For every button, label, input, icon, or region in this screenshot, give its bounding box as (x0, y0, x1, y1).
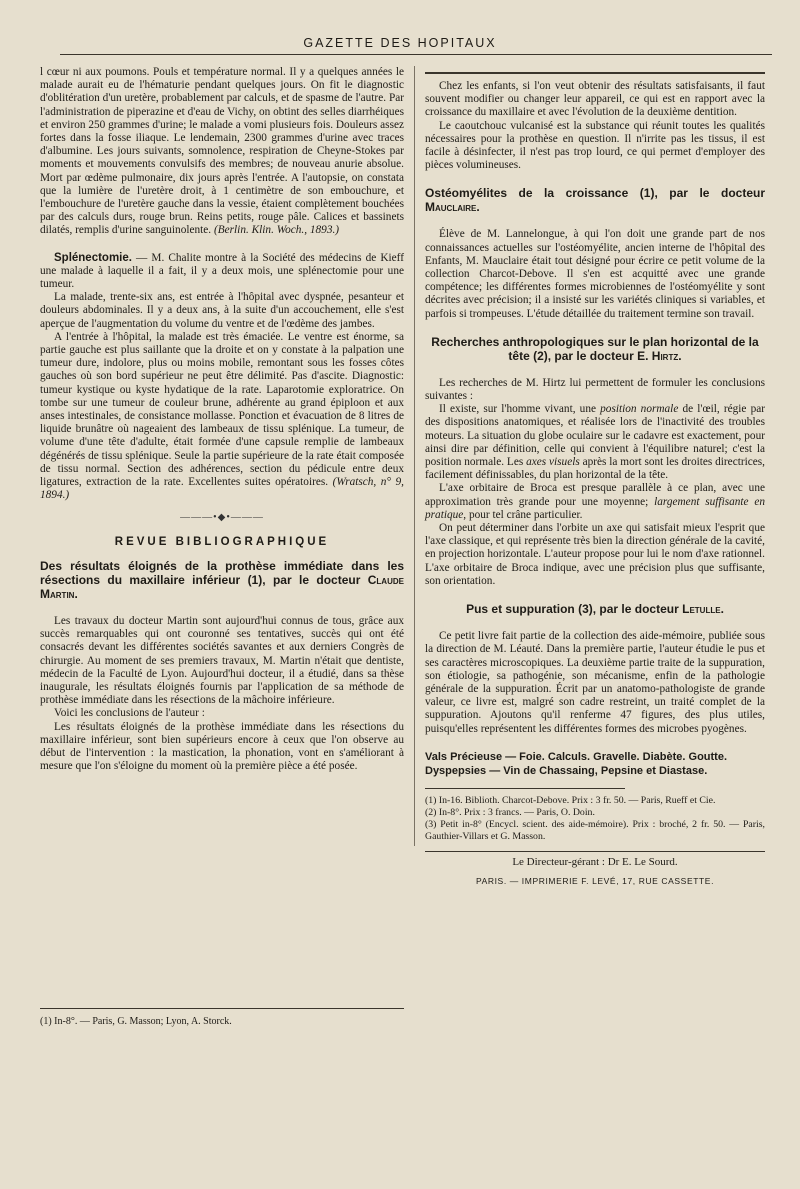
director-line: Le Directeur-gérant : Dr E. Le Sourd. (512, 855, 678, 868)
spacer (425, 172, 765, 186)
paragraph: Les résultats éloignés de la prothèse immédiate dans les résections du maxillaire inférieur, sont bien supérieurs encore à ceux que l'on observe au début de l'intervention : la mastication, la phonation, vont en s'améliorant à mesure que l'on s'éloigne du moment où la première pièce a été posée. (40, 720, 404, 773)
citation: (Berlin. Klin. Woch., 1893.) (213, 224, 340, 237)
printer-imprint: PARIS. — IMPRIMERIE F. LEVÉ, 17, RUE CASSETTE. (475, 875, 715, 886)
article-title (40, 559, 404, 601)
paragraph: Voici les conclusions de l'auteur : (54, 707, 205, 720)
footnote-rule (40, 1008, 404, 1009)
footnote-rule (425, 788, 625, 789)
paragraph: Chez les enfants, si l'on veut obtenir des résultats satisfaisants, il faut souvent modifier ou changer leur appareil, ce qui est en rapport avec la croissance du maxillaire et avec l'évolution de la deuxième dentition. (425, 80, 765, 119)
article-title-text: Pus et suppuration (3), par le docteur (466, 602, 679, 617)
section-title: REVUE BIBLIOGRAPHIQUE (114, 535, 330, 548)
paragraph-text: Il existe, sur l'homme vivant, une (439, 403, 601, 416)
article-author: Letulle. (682, 602, 724, 617)
paragraph: Ce petit livre fait partie de la collection des aide-mémoire, publiée sous la direction de M. Léauté. Dans la première partie, l'auteur étudie le pus et ses caractères microscopiques. La deuxième partie traite de la suppuration, son étiologie, sa pathogénie, son mécanisme, enfin de la pathologie générale de la suppuration. Écrit par un anatomo-pathologiste de grande valeur, ce livre est, malgré son cadre restreint, un traité complet de la suppuration. Ajoutons qu'il renferme 47 figures, des plus utiles, puisqu'elles représentent les différentes formes des microbes pyogènes. (425, 630, 765, 735)
article-title-text: Recherches anthropologiques sur le plan horizontal de la tête (2), par le docteur E. (431, 334, 759, 363)
paragraph: Les travaux du docteur Martin sont aujourd'hui connus de tous, grâce aux succès remarquables qui ont couronné ses tentatives, succès qui ont été consacrés devant les différentes sociétés savantes et aux derniers Congrès de chirurgie. Au moment de ses premiers travaux, M. Martin n'était que dentiste, médecin de la Faculté de Lyon. Aujourd'hui docteur, il a étudié, dans sa thèse inaugurale, les résultats éloignés fournis par l'application de sa méthode de prothèse immédiate dans les résections de la mâchoire inférieure. (40, 614, 404, 707)
paragraph-text: L'axe orbitaire de Broca est presque parallèle à ce plan, avec une approximation très grande pour une moyenne; (425, 482, 765, 508)
paragraph (40, 331, 404, 503)
paragraph (425, 482, 765, 522)
paragraph: Les recherches de M. Hirtz lui permettent de formuler les conclusions suivantes : (425, 376, 765, 403)
footnote: (1) In-8°. — Paris, G. Masson; Lyon, A. Storck. (40, 1016, 232, 1027)
footnote: (1) In-16. Biblioth. Charcot-Debove. Prix : 3 fr. 50. — Paris, Rueff et Cie. (425, 794, 716, 806)
spacer (425, 616, 765, 630)
column-divider (414, 66, 415, 846)
footnote: (3) Petit in-8° (Encycl. scient. des aide-mémoire). Prix : broché, 2 fr. 50. — Paris, Gauthier-Villars et G. Masson. (425, 818, 765, 842)
left-column (40, 66, 404, 773)
emphasis: axes visuels (526, 456, 580, 469)
paragraph-text: A l'entrée à l'hôpital, la malade est très émaciée. Le ventre est énorme, sa partie gauche est plus saillante que la droite et on y constate à la palpation une tumeur dure, indolore, plus ou moins mobile, remontant sous les fosses côtes gauches où son bord supérieur ne peut être délimité. Pas d'ascite. Diagnostic: tumeur kystique ou kyste hydatique de la rate. Laparotomie exploratrice. On tombe sur une tumeur de couleur brune, adhérente au grand épiploon et aux anses intestinales, de consistance mollasse. Ponction et évacuation de 8 litres de liquide brunâtre où nageaient des lambeaux de tissu splénique. La tumeur, de volume d'une tête d'adulte, était formée d'une capsule remplie de lambeaux dégénérés de tissu splénique. Seule la partie supérieure de la rate était composée de tissu normal. Section des adhérences, section du pédicule entre deux ligatures, extraction de la rate. Excellentes suites opératoires. (40, 330, 404, 489)
paragraph-text: , pour tel crâne particulier. (463, 508, 583, 521)
paragraph-text: après la mort sont les droites directrices, facilement définissables, du plan horizontal de la tête. (425, 456, 765, 482)
header-rule (60, 54, 772, 55)
spacer (425, 321, 765, 335)
citation: (Wratsch, n° 9, 1894.) (40, 476, 404, 502)
advertisement-line: Vals Précieuse — Foie. Calculs. Gravelle. Diabète. Goutte. (425, 750, 728, 763)
article-author: Hirtz. (651, 348, 682, 363)
paragraph: Élève de M. Lannelongue, à qui l'on doit une grande part de nos connaissances actuelles sur l'ostéomyélite, ancien interne de l'hôpital des Enfants, M. Mauclaire était tout désigné pour écrire ce petit volume de la collection Charcot-Debove. Il s'en est acquitté avec une grande compétence; les différentes formes microbiennes de l'ostéomyélite y sont décrites avec précision; il a insisté sur les variétés cliniques si variables, et parfois si trompeuses. L'étude détaillée du traitement termine son travail. (425, 228, 765, 320)
emphasis: position normale (600, 403, 679, 416)
emphasis: largement suffisante en pratique (425, 495, 765, 521)
spacer (425, 736, 765, 750)
paragraph (425, 403, 765, 482)
spacer (40, 601, 404, 615)
paragraph (40, 252, 404, 292)
article-title (425, 335, 765, 363)
spacer (40, 238, 404, 252)
page-header: GAZETTE DES HOPITAUX (303, 36, 497, 50)
ornament-divider: ———•◆•——— (180, 511, 264, 523)
article-author: Claude Martin. (40, 572, 404, 601)
paragraph: La malade, trente-six ans, est entrée à l'hôpital avec dyspnée, pesanteur et douleurs abdominales. Il y a deux ans, à la suite d'un accouchement, elle s'est aperçue de l'augmentation du volume du ventre et de l'œdème des jambes. (40, 291, 404, 330)
footnote: (2) In-8°. Prix : 3 francs. — Paris, O. Doin. (425, 806, 595, 818)
paragraph-text: l cœur ni aux poumons. Pouls et température normal. Il y a quelques années le malade aurait eu de l'hématurie pendant quelques jours. On fit le diagnostic d'oblitération d'un uretère, probablement par calculs, et de spasme de l'autre. Par l'administration de piperazine et d'eau de Vichy, on obtint des selles diarrhéiques et environ 250 grammes d'urine; le malade a vomi plusieurs fois. Douleurs assez fortes dans la fosse iliaque. Le lendemain, 2300 grammes d'urine avec traces d'albumine. Les jours suivants, somnolence, respiration de Cheyne-Stokes par moments et mouvements convulsifs des membres; de nouveau anurie absolue. Mort par œdème pulmonaire, dix jours après l'entrée. A l'autopsie, on constata que la lumière de l'uretère droit, à 1 centimètre de son embouchure, et l'embouchure de l'uretère gauche dans la vessie, étaient complètement bouchées par des calculs durs, rouge brun. Reins petits, rouge pâle. Calices et bassinets dilatés, remplis d'urine sanguinolente. (40, 66, 404, 237)
advertisement-line: Dyspepsies — Vin de Chassaing, Pepsine et Diastase. (425, 764, 708, 777)
footnotes (425, 795, 765, 843)
paragraph: On peut déterminer dans l'orbite un axe qui satisfait mieux l'esprit que l'axe classique, et qui représente très bien la direction générale de la cavité, en projection horizontale. L'auteur propose pour lui le nom d'axe rationnel. L'axe orbitaire de Broca indique, avec une précision plus que suffisante, son orientation. (425, 522, 765, 587)
article-author: Mauclaire. (425, 200, 480, 215)
article-title-text: Ostéomyélites de la croissance (1), par le docteur (425, 186, 765, 201)
spacer (425, 363, 765, 377)
paragraph (40, 66, 404, 238)
paragraph-text: — M. Chalite montre à la Société des médecins de Kieff une malade à laquelle il a fait, il y a deux mois, une splénectomie pour une tumeur. (40, 251, 404, 291)
spacer (425, 214, 765, 228)
director-rule (425, 851, 765, 852)
section-heading: Splénectomie. (54, 251, 132, 264)
right-column (425, 80, 765, 888)
paragraph: Le caoutchouc vulcanisé est la substance qui réunit toutes les qualités nécessaires pour la prothèse en question. Il n'irrite pas les tissus, il est facile à désinfecter, il n'est pas trop lourd, ce qui permet d'employer des pièces volumineuses. (425, 119, 765, 172)
article-title-text: Des résultats éloignés de la prothèse immédiate dans les résections du maxillaire inférieur (1), par le docteur (40, 558, 404, 587)
spacer (425, 588, 765, 602)
article-title (425, 602, 765, 616)
paragraph-text: de l'œil, régie par des dispositions anatomiques, et réalisée lors de l'inactivité des troubles moteurs. La situation du globe oculaire sur le cadavre est exactement, pour ainsi dire par définition, celle qui convient à l'équilibre naturel; c'est la position normale. Les (425, 403, 765, 469)
right-column-top-rule (425, 72, 765, 74)
article-title (425, 186, 765, 214)
